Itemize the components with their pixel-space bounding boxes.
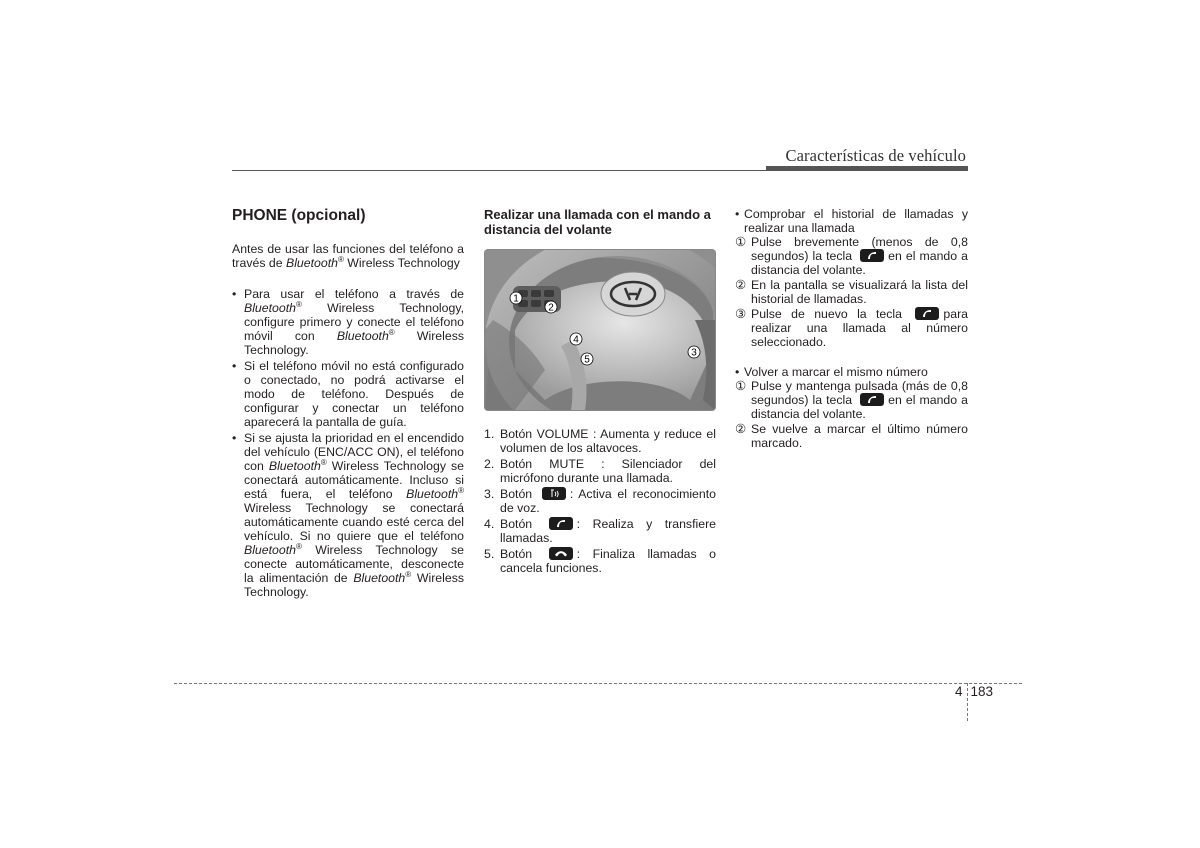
- step-item: ① Pulse y mantenga pulsada (más de 0,8 segundos) la tecla en el mando a distancia del volante.: [735, 379, 969, 421]
- steering-wheel-figure: [484, 249, 716, 411]
- header-rule: [232, 170, 766, 171]
- step-item: ③ Pulse de nuevo la tecla para realizar una llamada al número seleccionado.: [735, 307, 969, 349]
- running-header-title: Características de vehículo: [785, 146, 966, 165]
- svg-text:1: 1: [513, 293, 519, 305]
- voice-recognition-icon: [542, 487, 566, 500]
- subsection-title: • Comprobar el historial de llamadas y realizar una llamada: [735, 207, 968, 235]
- footer-rule: [174, 683, 1022, 684]
- bullet-item: • Si se ajusta la prioridad en el encendido del vehículo (ENC/ACC ON), el teléfono con Bluetooth® Wireless Technology se conectará automáticamente. Incluso si está fuera, el teléfono Bluetooth® Wireless Technology se conectará automáticamente cuando esté cerca del vehículo. Si no quiere que el teléfono Bluetooth® Wireless Technology se conecte automáticamente, desconecte la alimentación de Bluetooth® Wireless Technology.: [232, 431, 464, 599]
- brand-bluetooth: Bluetooth: [286, 256, 338, 270]
- step-item: ① Pulse brevemente (menos de 0,8 segundos) la tecla en el mando a distancia del volante.: [735, 235, 969, 277]
- svg-text:3: 3: [691, 347, 697, 359]
- call-icon: [549, 517, 573, 530]
- bullet-item: • Si el teléfono móvil no está configurado o conectado, no podrá activarse el modo de teléfono. Después de configurar y conectar un teléfono aparecerá la pantalla de guía.: [232, 359, 464, 429]
- chapter-number: 4: [955, 684, 963, 699]
- column-phone: [232, 207, 464, 601]
- end-call-icon: [549, 547, 573, 560]
- list-item: 1. Botón VOLUME : Aumenta y reduce el volumen de los altavoces.: [484, 427, 716, 455]
- steering-wheel-illustration: [485, 250, 715, 410]
- step-item: ② En la pantalla se visualizará la lista del historial de llamadas.: [735, 278, 968, 306]
- subsection-title: • Volver a marcar el mismo número: [735, 365, 928, 379]
- svg-text:4: 4: [573, 334, 579, 346]
- page-number: [955, 684, 993, 699]
- bullet-item: • Para usar el teléfono a través de Bluetooth® Wireless Technology, configure primero y conecte el teléfono móvil con Bluetooth® Wireless Technology.: [232, 287, 464, 357]
- call-icon: [915, 307, 939, 320]
- list-item: 4. Botón : Realiza y transfiere llamadas.: [484, 517, 716, 545]
- section-heading-phone: PHONE (opcional): [232, 207, 366, 224]
- header-bar: [766, 166, 968, 171]
- call-icon: [860, 393, 884, 406]
- intro-paragraph: Antes de usar las funciones del teléfono a través de Bluetooth® Wireless Technology: [232, 242, 464, 270]
- step-item: ② Se vuelve a marcar el último número marcado.: [735, 422, 968, 450]
- page-number-value: 183: [970, 684, 994, 699]
- column-steering-remote: [484, 207, 716, 577]
- svg-text:2: 2: [548, 302, 554, 314]
- call-icon: [860, 249, 884, 262]
- list-item: 5. Botón : Finaliza llamadas o cancela funciones.: [484, 547, 717, 575]
- section-heading-remote-call: Realizar una llamada con el mando a distancia del volante: [484, 207, 711, 237]
- list-item: 2. Botón MUTE : Silenciador del micrófono durante una llamada.: [484, 457, 716, 485]
- list-item: 3. Botón : Activa el reconocimiento de voz.: [484, 487, 716, 515]
- column-call-history: [735, 207, 968, 451]
- svg-text:5: 5: [584, 354, 590, 366]
